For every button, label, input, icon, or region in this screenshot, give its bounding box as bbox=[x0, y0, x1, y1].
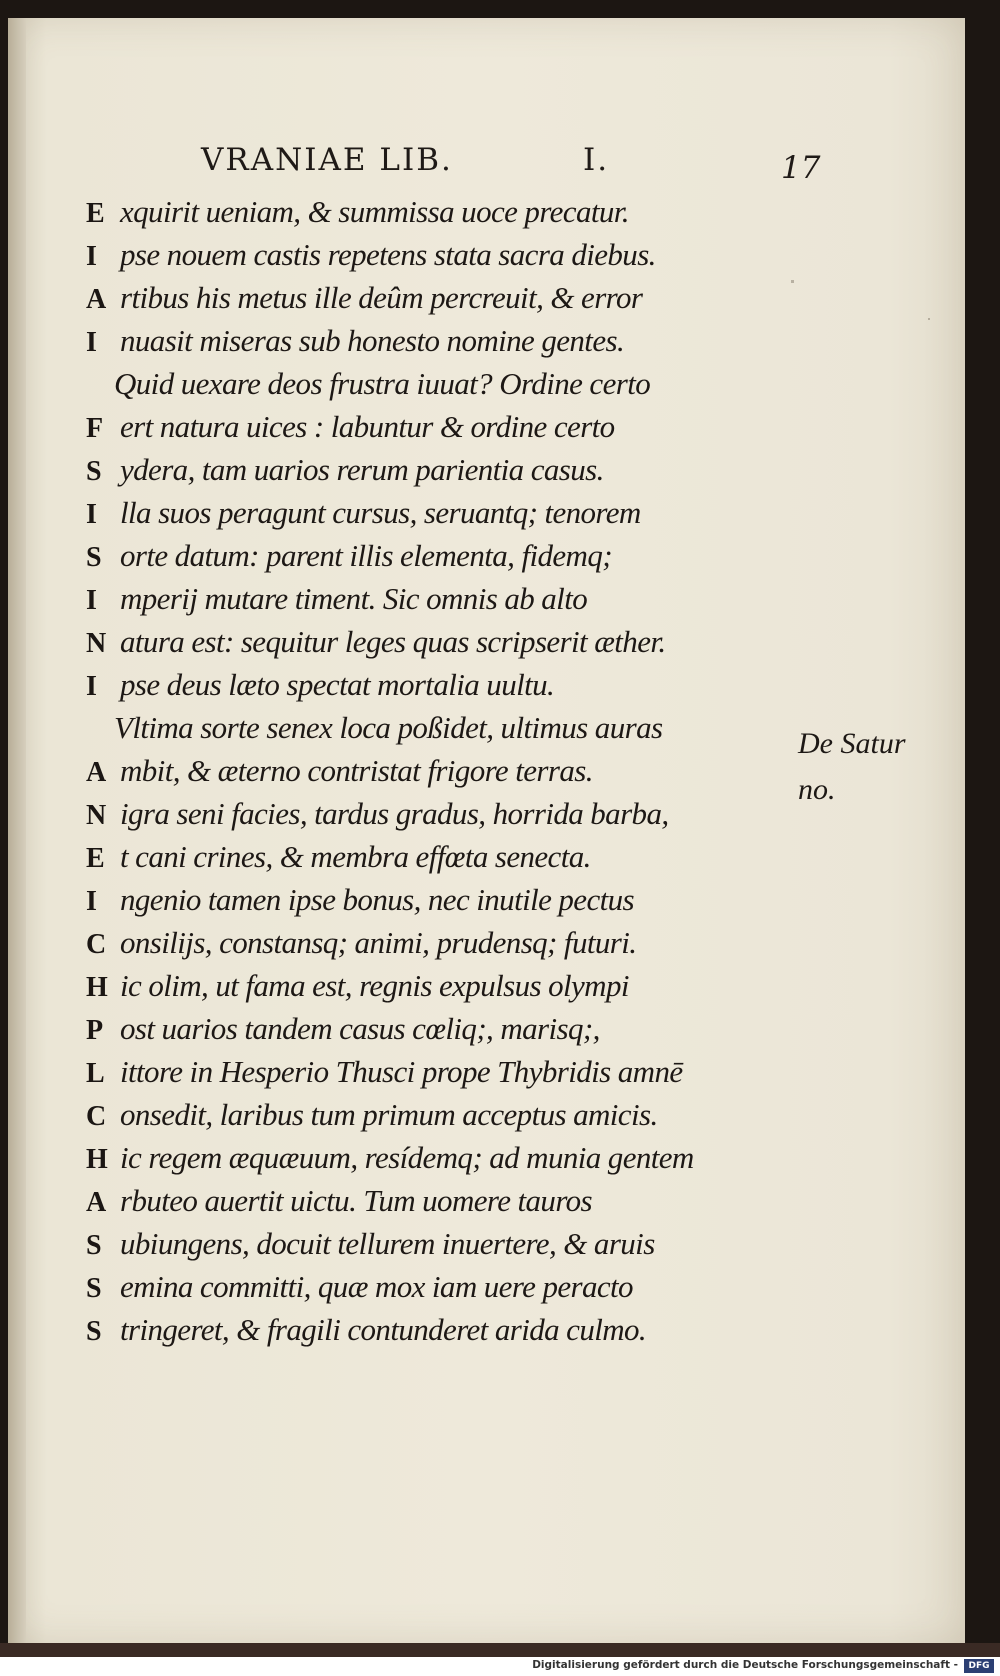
verse-line-indented bbox=[86, 706, 806, 749]
verse-initial: I bbox=[86, 499, 97, 530]
verse-line bbox=[86, 835, 806, 878]
verse-line bbox=[86, 1179, 806, 1222]
verse-line bbox=[86, 491, 806, 534]
verse-initial: C bbox=[86, 929, 107, 960]
verse-line bbox=[86, 792, 806, 835]
verse-initial: H bbox=[86, 1144, 108, 1175]
verse-initial: E bbox=[86, 843, 105, 874]
verse-text: lla suos peragunt cursus, seruantq; tenorem bbox=[120, 495, 641, 530]
verse-initial: I bbox=[86, 327, 97, 358]
verse-line bbox=[86, 405, 806, 448]
verse-text: mbit, & æterno contristat frigore terras. bbox=[120, 753, 593, 788]
verse-line bbox=[86, 1222, 806, 1265]
verse-line bbox=[86, 233, 806, 276]
footer-credit: Digitalisierung gefördert durch die Deutsche Forschungsgemeinschaft - bbox=[532, 1659, 958, 1671]
book-number: I. bbox=[583, 142, 610, 178]
verse-line bbox=[86, 1265, 806, 1308]
verse-line bbox=[86, 663, 806, 706]
verse-initial: I bbox=[86, 585, 97, 616]
folio-number: 17 bbox=[781, 150, 821, 186]
verse-text: ert natura uices : labuntur & ordine certo bbox=[120, 409, 615, 444]
verse-line bbox=[86, 1007, 806, 1050]
verse-text: ittore in Hesperio Thusci prope Thybridis amnē bbox=[120, 1054, 683, 1089]
verse-initial: N bbox=[86, 800, 107, 831]
verse-text: ngenio tamen ipse bonus, nec inutile pectus bbox=[120, 882, 635, 917]
verse-line bbox=[86, 534, 806, 577]
verse-line bbox=[86, 1308, 806, 1351]
verse-line bbox=[86, 749, 806, 792]
verse-text: nuasit miseras sub honesto nomine gentes. bbox=[120, 323, 625, 358]
verse-line-indented bbox=[86, 362, 806, 405]
verse-text: ost uarios tandem casus cœliq;, marisq;, bbox=[120, 1011, 600, 1046]
verse-line bbox=[86, 1093, 806, 1136]
verse-initial: S bbox=[86, 1316, 102, 1347]
verse-text: tringeret, & fragili contunderet arida culmo. bbox=[120, 1312, 647, 1347]
scan-bottom-edge bbox=[0, 1643, 1000, 1657]
verse-initial: S bbox=[86, 1230, 102, 1261]
verse-initial: L bbox=[86, 1058, 105, 1089]
verse-block bbox=[86, 190, 806, 1351]
verse-line bbox=[86, 1136, 806, 1179]
verse-text: rbuteo auertit uictu. Tum uomere tauros bbox=[120, 1183, 593, 1218]
verse-line bbox=[86, 921, 806, 964]
verse-line bbox=[86, 878, 806, 921]
paper-speck bbox=[928, 318, 930, 320]
verse-initial: C bbox=[86, 1101, 107, 1132]
verse-initial: P bbox=[86, 1015, 104, 1046]
marginal-note bbox=[798, 721, 928, 813]
verse-text: mperij mutare timent. Sic omnis ab alto bbox=[120, 581, 588, 616]
verse-initial: S bbox=[86, 542, 102, 573]
verse-initial: I bbox=[86, 671, 97, 702]
footer-bar bbox=[0, 1657, 1000, 1676]
verse-initial: A bbox=[86, 284, 107, 315]
verse-line bbox=[86, 577, 806, 620]
book-page bbox=[8, 18, 965, 1643]
verse-initial: S bbox=[86, 456, 102, 487]
verse-text: atura est: sequitur leges quas scripserit æther. bbox=[120, 624, 666, 659]
marginal-note-line: De Satur bbox=[798, 727, 906, 760]
verse-text: Vltima sorte senex loca poßidet, ultimus auras bbox=[114, 710, 663, 745]
verse-initial: I bbox=[86, 886, 97, 917]
page-gutter-edge bbox=[8, 18, 26, 1643]
verse-text: ic regem æquæuum, resídemq; ad munia gentem bbox=[120, 1140, 694, 1175]
verse-line bbox=[86, 1050, 806, 1093]
verse-text: orte datum: parent illis elementa, fidemq; bbox=[120, 538, 612, 573]
verse-text: Quid uexare deos frustra iuuat? Ordine certo bbox=[114, 366, 651, 401]
verse-initial: H bbox=[86, 972, 108, 1003]
dfg-logo: DFG bbox=[964, 1659, 994, 1673]
verse-line bbox=[86, 319, 806, 362]
verse-text: onsilijs, constansq; animi, prudensq; futuri. bbox=[120, 925, 637, 960]
verse-initial: F bbox=[86, 413, 104, 444]
verse-text: ydera, tam uarios rerum parientia casus. bbox=[120, 452, 604, 487]
verse-initial: S bbox=[86, 1273, 102, 1304]
running-title: VRANIAE LIB. bbox=[201, 142, 453, 178]
verse-initial: A bbox=[86, 1187, 107, 1218]
verse-text: xquirit ueniam, & summissa uoce precatur. bbox=[120, 194, 629, 229]
verse-initial: E bbox=[86, 198, 105, 229]
verse-text: ubiungens, docuit tellurem inuertere, & aruis bbox=[120, 1226, 655, 1261]
paper-speck bbox=[791, 280, 794, 283]
verse-text: rtibus his metus ille deûm percreuit, & error bbox=[120, 280, 643, 315]
verse-line bbox=[86, 190, 806, 233]
verse-text: ic olim, ut fama est, regnis expulsus olympi bbox=[120, 968, 629, 1003]
marginal-note-line: no. bbox=[798, 773, 836, 806]
verse-text: onsedit, laribus tum primum acceptus amicis. bbox=[120, 1097, 658, 1132]
verse-line bbox=[86, 620, 806, 663]
verse-initial: A bbox=[86, 757, 107, 788]
verse-text: pse nouem castis repetens stata sacra diebus. bbox=[120, 237, 656, 272]
verse-initial: I bbox=[86, 241, 97, 272]
verse-text: igra seni facies, tardus gradus, horrida barba, bbox=[120, 796, 669, 831]
verse-line bbox=[86, 448, 806, 491]
verse-text: t cani crines, & membra effœta senecta. bbox=[120, 839, 591, 874]
verse-initial: N bbox=[86, 628, 107, 659]
verse-text: pse deus læto spectat mortalia uultu. bbox=[120, 667, 555, 702]
verse-line bbox=[86, 964, 806, 1007]
verse-line bbox=[86, 276, 806, 319]
verse-text: emina committi, quæ mox iam uere peracto bbox=[120, 1269, 633, 1304]
